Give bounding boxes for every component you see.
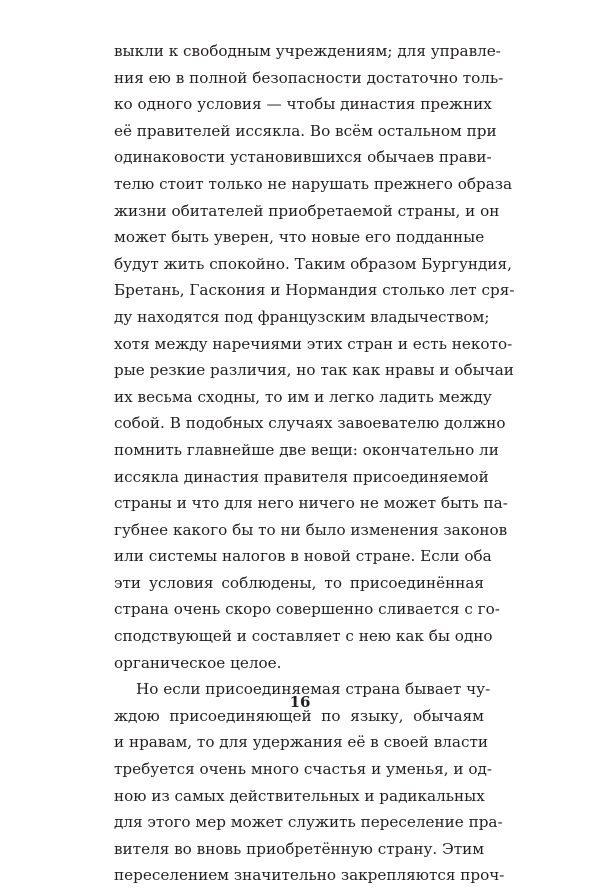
- text-line: рые резкие различия, но так как нравы и обычаи: [114, 361, 514, 380]
- text-line: иссякла династия правителя присоединяемой: [114, 467, 489, 486]
- text-line: жизни обитателей приобретаемой страны, и он: [114, 201, 500, 220]
- text-line: ною из самых действительных и радикальных: [114, 786, 485, 805]
- text-line: страна очень скоро совершенно сливается с го-: [114, 600, 500, 619]
- text-line: для этого мер может служить переселение пра-: [114, 813, 503, 832]
- text-line: будут жить спокойно. Таким образом Бургундия,: [114, 254, 512, 273]
- text-line: одинаковости установившихся обычаев прави-: [114, 148, 492, 167]
- text-line: ния ею в полной безопасности достаточно толь-: [114, 68, 504, 87]
- page-number: 16: [289, 693, 311, 711]
- paragraph-first-line: Но если присоединяемая страна бывает чу-: [136, 680, 491, 699]
- text-line: её правителей иссякла. Во всём остальном при: [114, 121, 497, 140]
- text-line: собой. В подобных случаях завоевателю должно: [114, 414, 506, 433]
- text-line: выкли к свободным учреждениям; для управле-: [114, 42, 501, 60]
- text-line: ко одного условия — чтобы династия прежних: [114, 95, 492, 114]
- text-line: или системы налогов в новой стране. Если оба: [114, 547, 492, 566]
- text-line: переселением значительно закрепляются проч-: [114, 866, 505, 885]
- text-line: Бретань, Гаскония и Нормандия столько лет сря-: [114, 281, 515, 300]
- text-line: страны и что для него ничего не может быть па-: [114, 494, 508, 513]
- text-line: вителя во вновь приобретённую страну. Этим: [114, 839, 485, 858]
- text-line: хотя между наречиями этих стран и есть некото-: [114, 334, 513, 353]
- text-line: ждою присоединяющей по языку, обычаям: [114, 706, 484, 725]
- text-line: сподствующей и составляет с нею как бы одно: [114, 627, 493, 646]
- text-line: и нравам, то для удержания её в своей власти: [114, 733, 488, 752]
- text-line: требуется очень много счастья и уменья, и од-: [114, 760, 492, 779]
- text-line: может быть уверен, что новые его подданные: [114, 228, 485, 247]
- body-text: [114, 38, 515, 889]
- text-line: помнить главнейше две вещи: окончательно ли: [114, 440, 499, 459]
- text-line: ду находятся под французским владычеством;: [114, 307, 490, 326]
- text-line: губнее какого бы то ни было изменения законов: [114, 520, 508, 539]
- paragraph-end-line: органическое целое.: [114, 653, 282, 672]
- text-line: их весьма сходны, то им и легко ладить между: [114, 387, 492, 406]
- text-line: эти условия соблюдены, то присоединённая: [114, 573, 484, 592]
- text-line: телю стоит только не нарушать прежнего образа: [114, 174, 513, 193]
